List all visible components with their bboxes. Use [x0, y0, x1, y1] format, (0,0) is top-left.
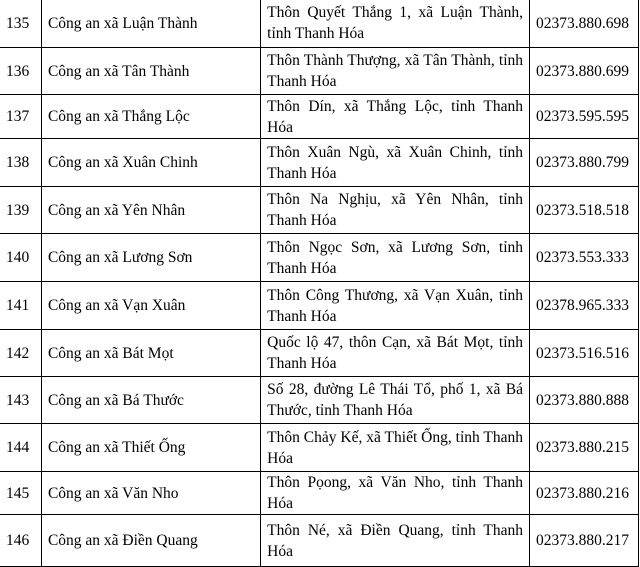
station-name: Công an xã Bát Mọt	[41, 330, 260, 377]
table-row	[0, 282, 639, 330]
station-name: Công an xã Luận Thành	[41, 0, 260, 48]
station-phone: 02373.880.217	[530, 515, 639, 567]
row-number: 139	[0, 187, 41, 234]
station-address: Thôn Ngọc Sơn, xã Lương Sơn, tỉnh Thanh Hóa	[261, 234, 530, 282]
station-address: Thôn Pọong, xã Văn Nho, tỉnh Thanh Hóa	[261, 472, 530, 515]
station-name: Công an xã Văn Nho	[41, 472, 260, 515]
station-name: Công an xã Bá Thước	[41, 377, 260, 424]
station-address: Quốc lộ 47, thôn Cạn, xã Bát Mọt, tỉnh Thanh Hóa	[261, 330, 530, 377]
station-address: Số 28, đường Lê Thái Tổ, phố 1, xã Bá Thước, tỉnh Thanh Hóa	[261, 377, 530, 424]
row-number: 141	[0, 282, 41, 330]
station-phone: 02373.880.888	[530, 377, 639, 424]
station-name: Công an xã Vạn Xuân	[41, 282, 260, 330]
row-number: 137	[0, 95, 41, 139]
row-number: 145	[0, 472, 41, 515]
row-number: 146	[0, 515, 41, 567]
station-name: Công an xã Thiết Ống	[41, 424, 260, 472]
station-address: Thôn Thành Thượng, xã Tân Thành, tỉnh Thanh Hóa	[261, 48, 530, 95]
station-phone: 02373.880.799	[530, 139, 639, 187]
table-row	[0, 48, 639, 95]
station-phone: 02373.880.699	[530, 48, 639, 95]
table-row	[0, 0, 639, 48]
station-phone: 02373.518.518	[530, 187, 639, 234]
row-number: 136	[0, 48, 41, 95]
table-row	[0, 424, 639, 472]
station-name: Công an xã Tân Thành	[41, 48, 260, 95]
table-row	[0, 330, 639, 377]
table-row	[0, 139, 639, 187]
station-address: Thôn Xuân Ngù, xã Xuân Chinh, tỉnh Thanh Hóa	[261, 139, 530, 187]
station-name: Công an xã Điền Quang	[41, 515, 260, 567]
table-row	[0, 515, 639, 567]
station-address: Thôn Công Thương, xã Vạn Xuân, tỉnh Thanh Hóa	[261, 282, 530, 330]
row-number: 140	[0, 234, 41, 282]
table-row	[0, 472, 639, 515]
station-phone: 02373.595.595	[530, 95, 639, 139]
station-address: Thôn Quyết Thắng 1, xã Luận Thành, tỉnh Thanh Hóa	[261, 0, 530, 48]
station-phone: 02378.965.333	[530, 282, 639, 330]
station-name: Công an xã Lương Sơn	[41, 234, 260, 282]
row-number: 144	[0, 424, 41, 472]
table-row	[0, 187, 639, 234]
row-number: 138	[0, 139, 41, 187]
station-address: Thôn Dín, xã Thắng Lộc, tỉnh Thanh Hóa	[261, 95, 530, 139]
station-address: Thôn Chảy Kế, xã Thiết Ống, tỉnh Thanh Hóa	[261, 424, 530, 472]
row-number: 135	[0, 0, 41, 48]
station-phone: 02373.880.215	[530, 424, 639, 472]
row-number: 143	[0, 377, 41, 424]
station-address: Thôn Né, xã Điền Quang, tỉnh Thanh Hóa	[261, 515, 530, 567]
table-row	[0, 234, 639, 282]
row-number: 142	[0, 330, 41, 377]
table-row	[0, 377, 639, 424]
station-name: Công an xã Xuân Chinh	[41, 139, 260, 187]
station-phone: 02373.553.333	[530, 234, 639, 282]
station-name: Công an xã Yên Nhân	[41, 187, 260, 234]
station-phone: 02373.880.216	[530, 472, 639, 515]
station-address: Thôn Na Nghịu, xã Yên Nhân, tỉnh Thanh Hóa	[261, 187, 530, 234]
station-name: Công an xã Thắng Lộc	[41, 95, 260, 139]
table-row	[0, 95, 639, 139]
station-phone: 02373.880.698	[530, 0, 639, 48]
station-phone: 02373.516.516	[530, 330, 639, 377]
